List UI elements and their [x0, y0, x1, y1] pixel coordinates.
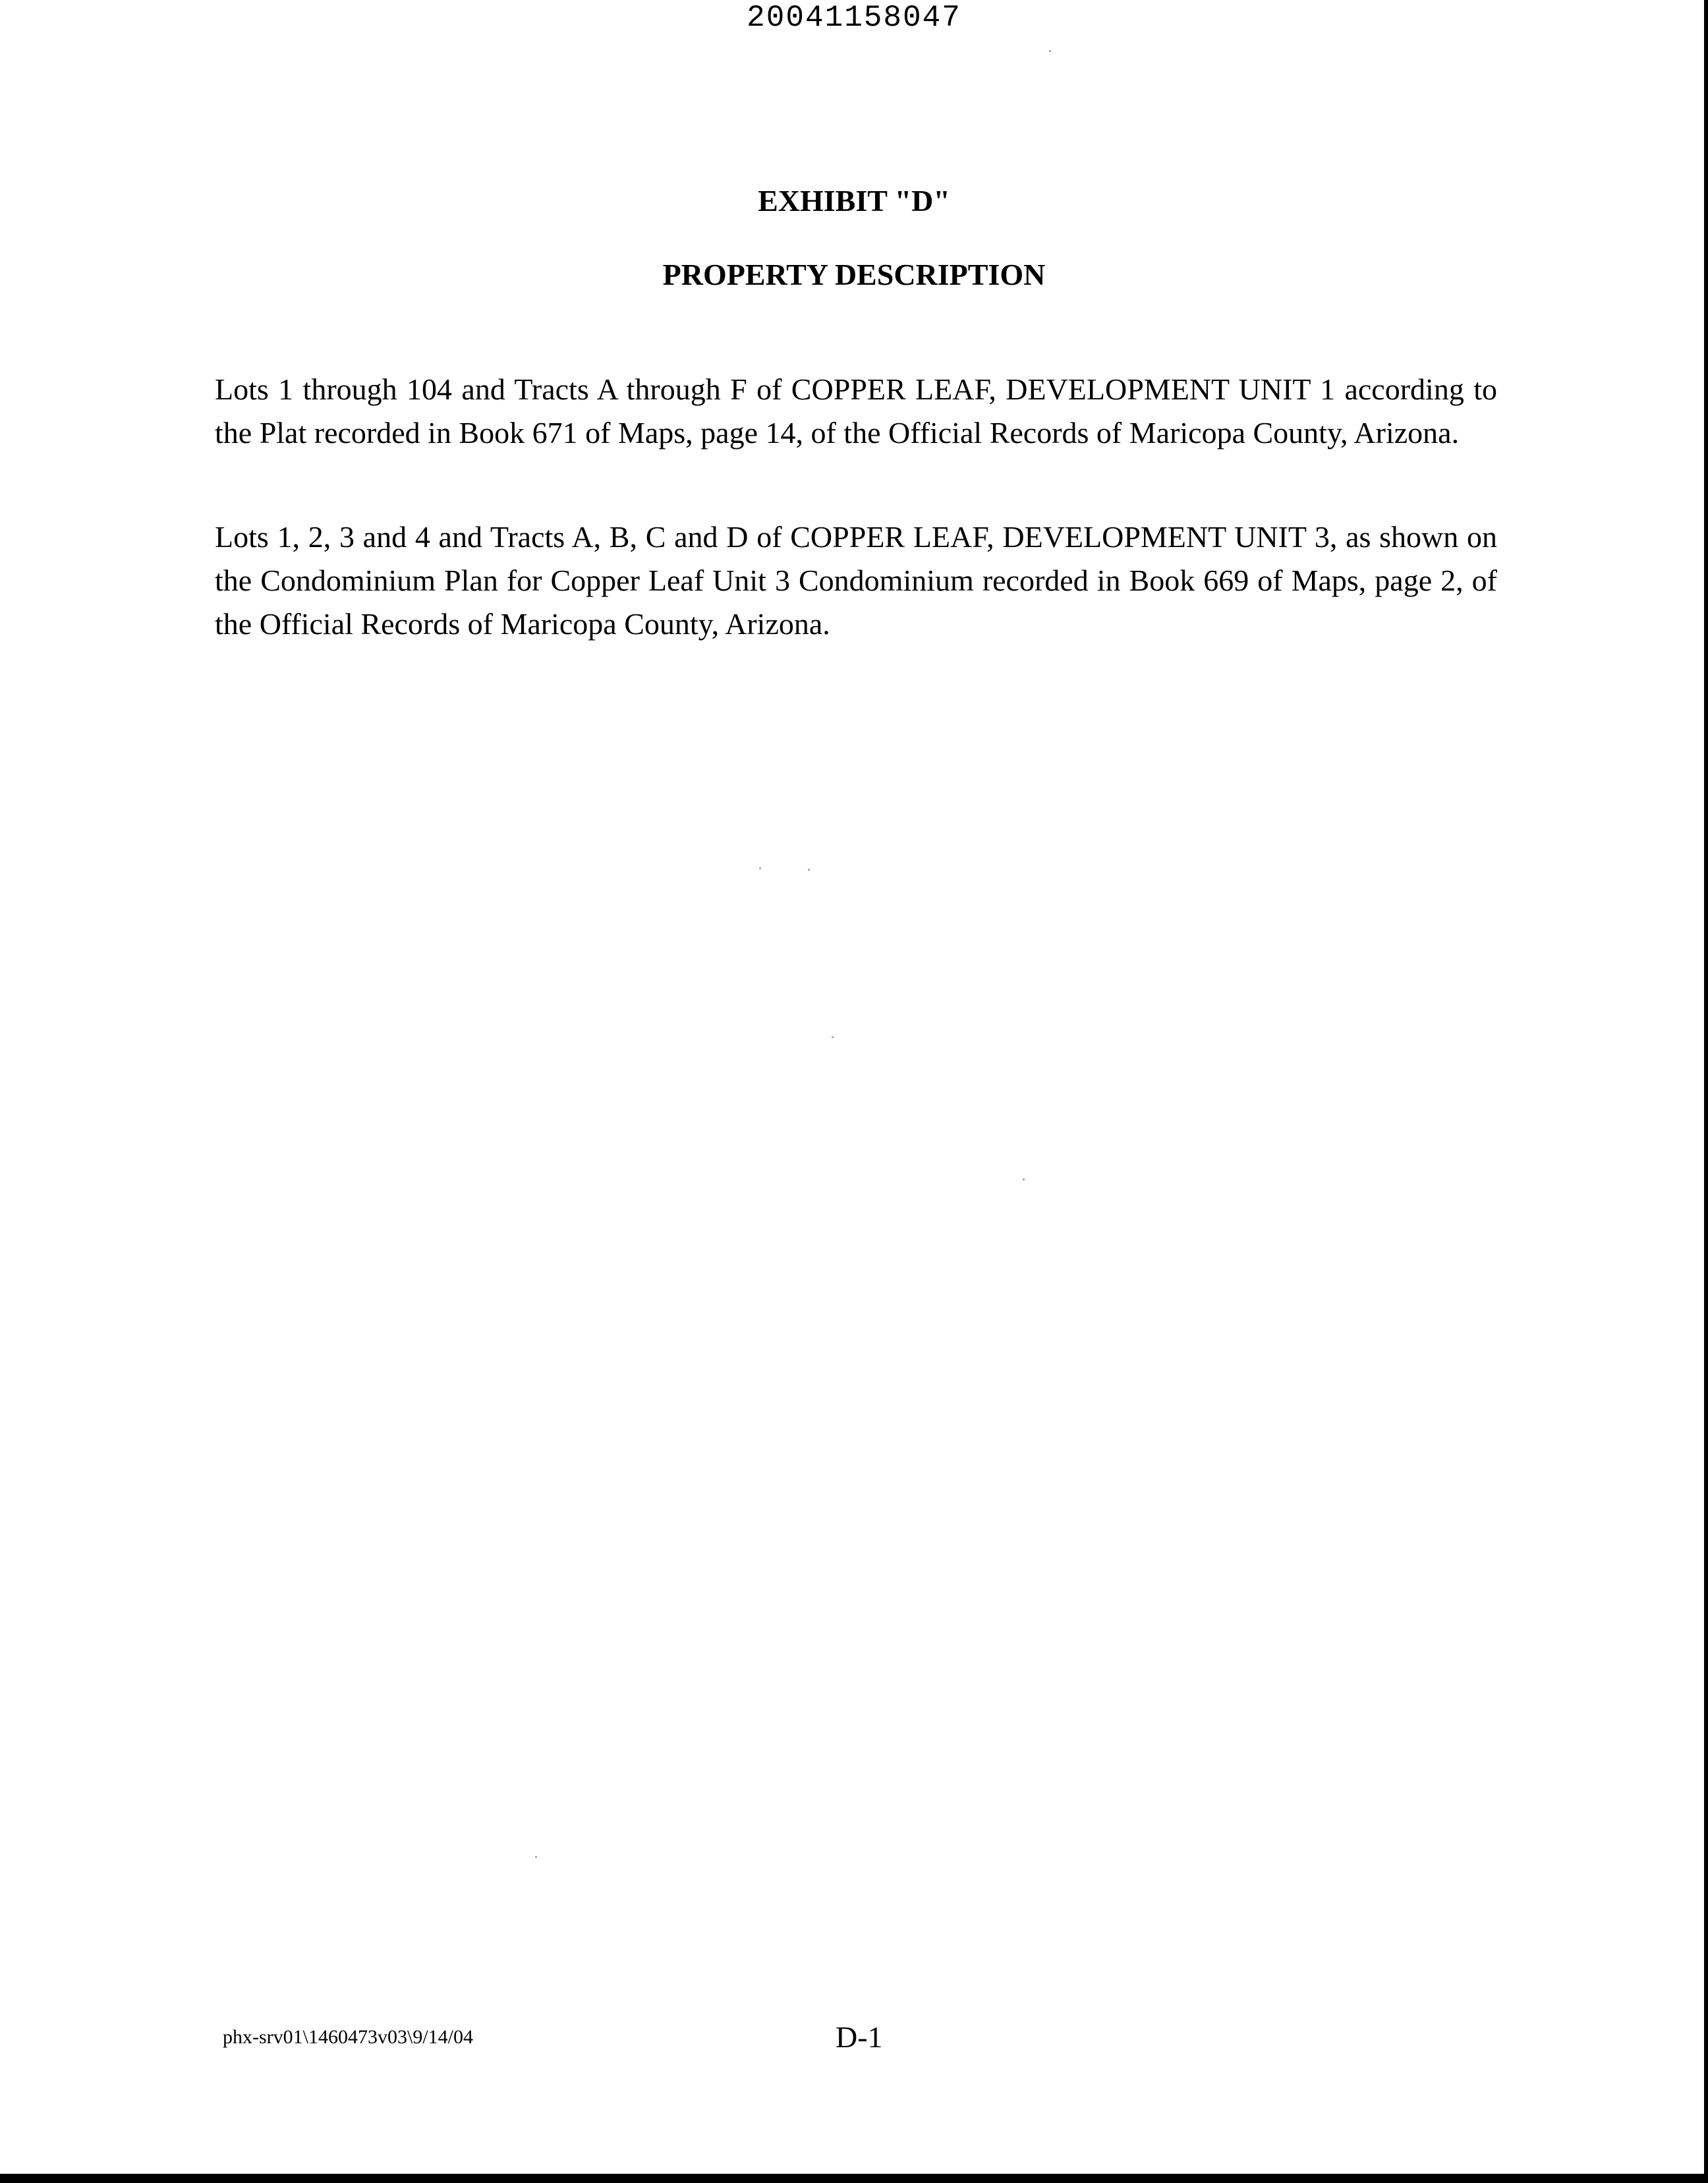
scan-speck	[759, 867, 761, 869]
recording-number: 20041158047	[747, 1, 961, 35]
page-number: D-1	[836, 2020, 883, 2054]
scan-speck	[832, 1036, 834, 1038]
scan-speck	[535, 1856, 537, 1858]
section-title: PROPERTY DESCRIPTION	[662, 258, 1046, 291]
document-reference: phx-srv01\1460473v03\9/14/04	[223, 2026, 473, 2048]
exhibit-title: EXHIBIT "D"	[758, 184, 950, 218]
property-paragraph-2: Lots 1, 2, 3 and 4 and Tracts A, B, C and D of COPPER LEAF, DEVELOPMENT UNIT 3, as shown on the Condominium Plan for Copper Leaf Unit 3 Condominium recorded in Book 669 of Maps, page 2, of the Official Records of Maricopa County, Arizona.	[215, 520, 1497, 641]
scan-speck	[1023, 1179, 1025, 1180]
scan-speck	[1049, 50, 1051, 52]
property-paragraph-1: Lots 1 through 104 and Tracts A through F of COPPER LEAF, DEVELOPMENT UNIT 1 according to the Plat recorded in Book 671 of Maps, page 14, of the Official Records of Maricopa County, Arizona.	[215, 372, 1497, 450]
scan-speck	[808, 869, 810, 871]
